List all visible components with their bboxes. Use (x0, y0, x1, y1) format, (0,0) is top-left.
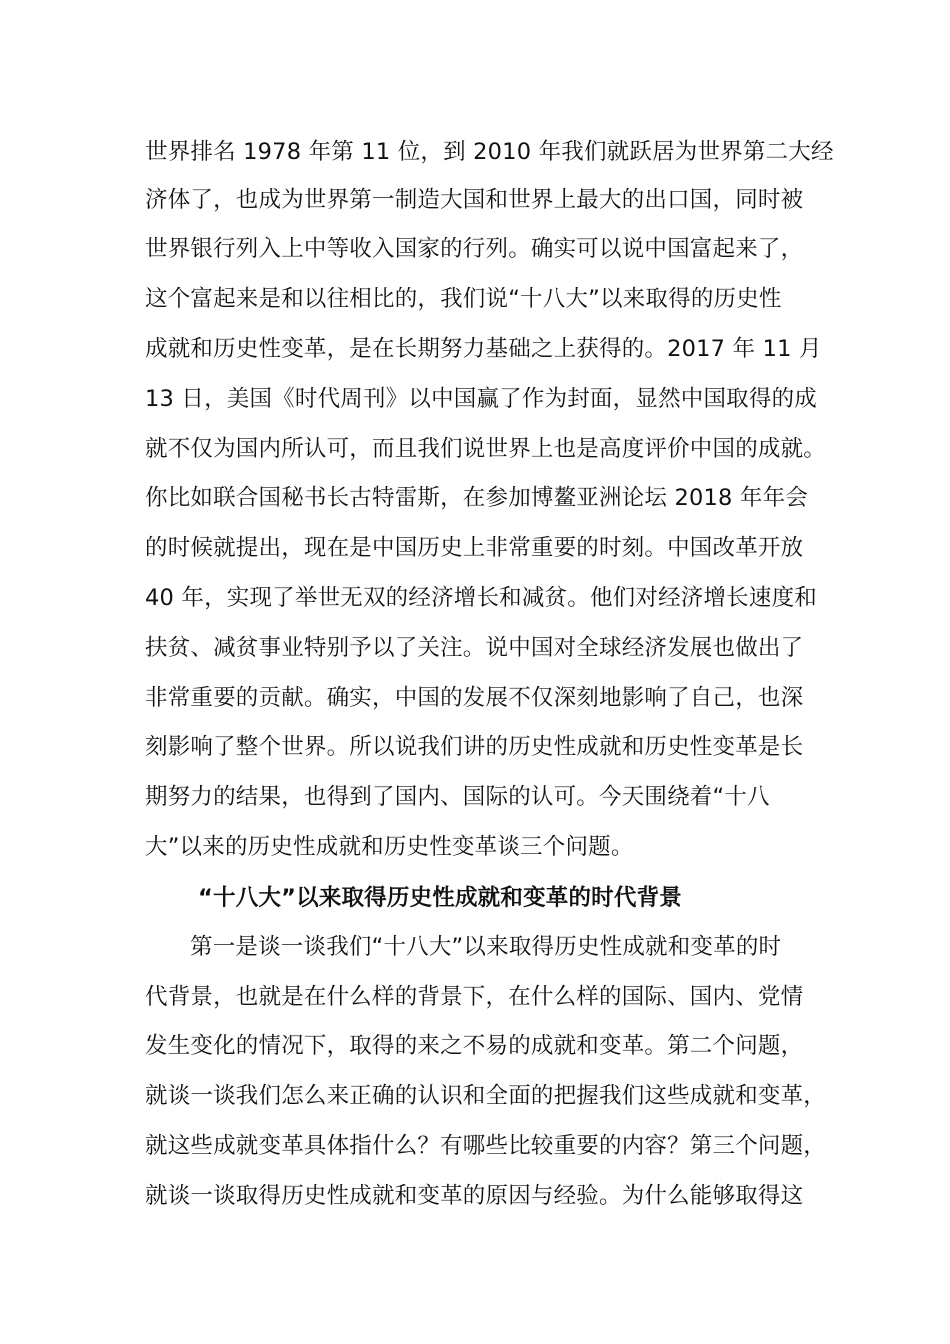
paragraph-1-line-8 (0, 474, 950, 522)
text-line: 就谈一谈我们怎么来正确的认识和全面的把握我们这些成就和变革， (145, 1083, 827, 1109)
paragraph-1-line-13 (0, 723, 950, 771)
text-line: 的时候就提出，现在是中国历史上非常重要的时刻。中国改革开放 (145, 535, 804, 561)
text-line: 济体了，也成为世界第一制造大国和世界上最大的出口国，同时被 (145, 187, 804, 213)
text-line: 13 日，美国《时代周刊》以中国赢了作为封面，显然中国取得的成 (145, 386, 817, 412)
section-heading (0, 874, 950, 922)
text-line: 世界排名 1978 年第 11 位，到 2010 年我们就跃居为世界第二大经 (145, 139, 834, 165)
text-line: 世界银行列入上中等收入国家的行列。确实可以说中国富起来了， (145, 236, 804, 262)
text-line: 刻影响了整个世界。所以说我们讲的历史性成就和历史性变革是长 (145, 734, 804, 760)
text-line: 就不仅为国内所认可，而且我们说世界上也是高度评价中国的成就。 (145, 436, 827, 462)
paragraph-1-line-6 (0, 375, 950, 423)
text-line: 这个富起来是和以往相比的，我们说“十八大”以来取得的历史性 (145, 286, 782, 312)
paragraph-2-line-4 (0, 1072, 950, 1120)
paragraph-2-line-2 (0, 973, 950, 1021)
paragraph-1-line-12 (0, 674, 950, 722)
paragraph-1-line-9 (0, 524, 950, 572)
text-line: 成就和历史性变革，是在长期努力基础之上获得的。2017 年 11 月 (145, 336, 822, 362)
paragraph-2-line-1 (0, 923, 950, 971)
text-line: 大”以来的历史性成就和历史性变革谈三个问题。 (145, 834, 634, 860)
text-line: 你比如联合国秘书长古特雷斯，在参加博鳌亚洲论坛 2018 年年会 (145, 485, 808, 511)
text-line: 就谈一谈取得历史性成就和变革的原因与经验。为什么能够取得这 (145, 1183, 804, 1209)
text-line: 就这些成就变革具体指什么？有哪些比较重要的内容？第三个问题， (145, 1133, 827, 1159)
paragraph-2-line-5 (0, 1122, 950, 1170)
paragraph-1-line-5 (0, 325, 950, 373)
text-line: 第一是谈一谈我们“十八大”以来取得历史性成就和变革的时 (190, 934, 782, 960)
text-line: 发生变化的情况下，取得的来之不易的成就和变革。第二个问题， (145, 1033, 804, 1059)
text-line: 40 年，实现了举世无双的经济增长和减贫。他们对经济增长速度和 (145, 585, 817, 611)
paragraph-1-line-10 (0, 574, 950, 622)
paragraph-1-line-11 (0, 624, 950, 672)
text-line: 期努力的结果，也得到了国内、国际的认可。今天围绕着“十八 (145, 784, 770, 810)
text-line: 代背景，也就是在什么样的背景下，在什么样的国际、国内、党情 (145, 984, 804, 1010)
text-line: 扶贫、减贫事业特别予以了关注。说中国对全球经济发展也做出了 (145, 635, 804, 661)
paragraph-1-line-7 (0, 425, 950, 473)
paragraph-1-line-1 (0, 128, 950, 176)
paragraph-1-line-3 (0, 225, 950, 273)
paragraph-2-line-3 (0, 1022, 950, 1070)
paragraph-1-line-14 (0, 773, 950, 821)
section-heading-text: “十八大”以来取得历史性成就和变革的时代背景 (198, 885, 682, 911)
paragraph-1-line-4 (0, 275, 950, 323)
paragraph-1-line-15 (0, 823, 950, 871)
paragraph-2-line-6 (0, 1172, 950, 1220)
paragraph-1-line-2 (0, 176, 950, 224)
text-line: 非常重要的贡献。确实，中国的发展不仅深刻地影响了自己，也深 (145, 685, 804, 711)
